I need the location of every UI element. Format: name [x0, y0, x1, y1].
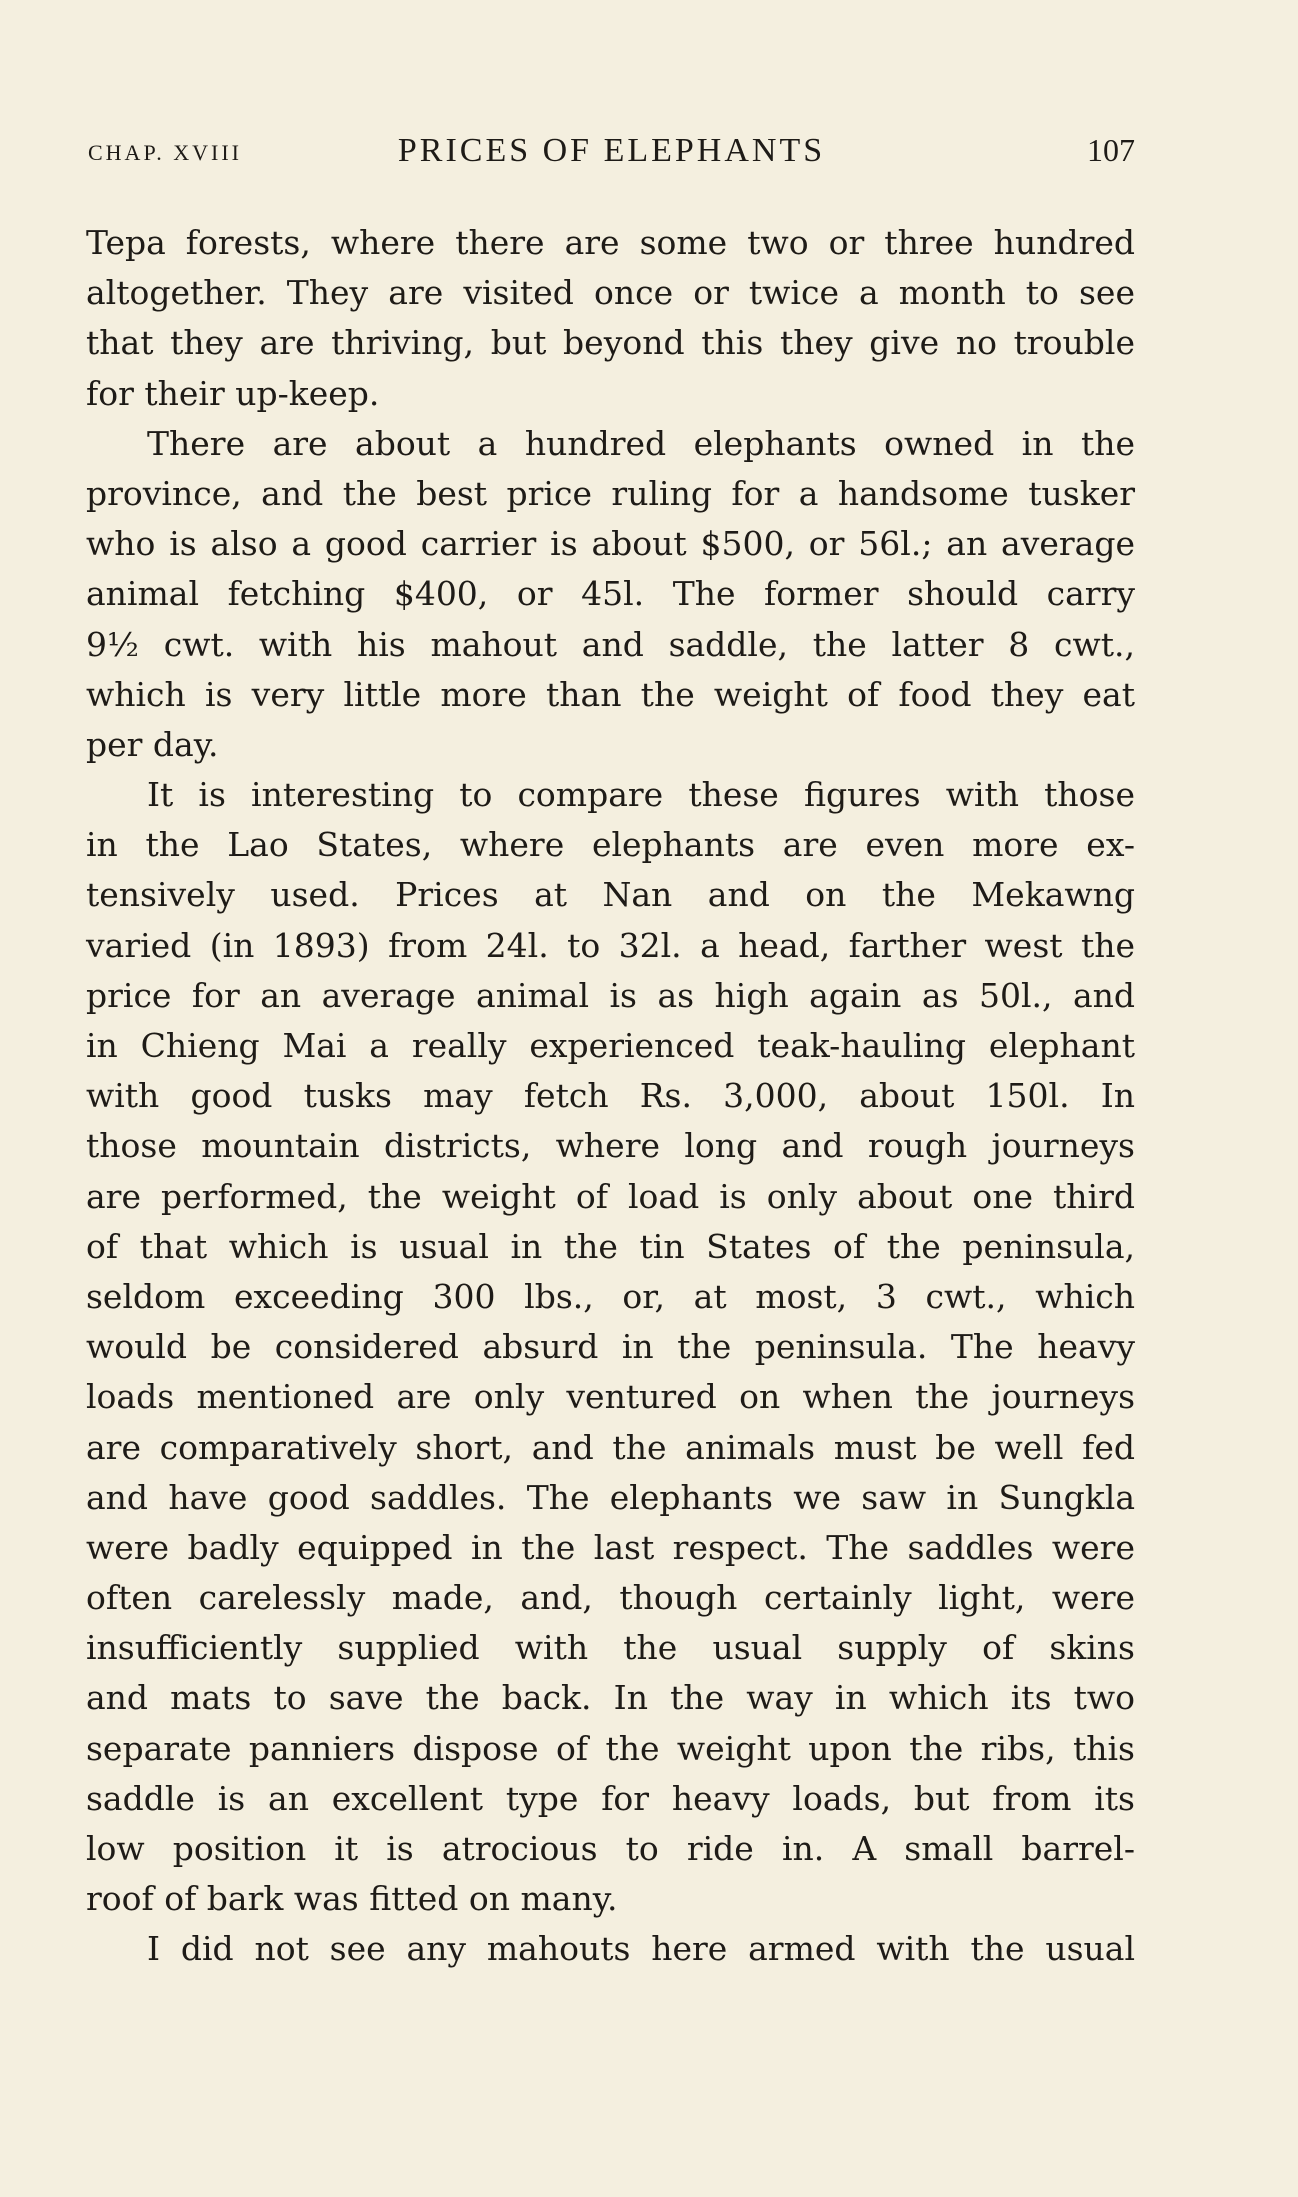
text-line: were badly equipped in the last respect. The saddles were: [86, 1527, 1135, 1567]
text-line: low position it is atrocious to ride in. A small barrel-: [86, 1829, 1135, 1868]
text-line: altogether. They are visited once or twice a month to see: [86, 273, 1135, 313]
text-line: that they are thriving, but beyond this they give no trouble: [86, 323, 1135, 363]
text-line: and mats to save the back. In the way in which its two: [86, 1678, 1135, 1718]
text-line: price for an average animal is as high again as 50l., and: [86, 975, 1135, 1015]
text-line: and have good saddles. The elephants we saw in Sungkla: [86, 1477, 1135, 1517]
text-line: roof of bark was fitted on many.: [86, 1879, 618, 1919]
text-line: in Chieng Mai a really experienced teak-hauling elephant: [86, 1026, 1135, 1065]
running-header: [88, 128, 1135, 178]
body-text: [86, 218, 1135, 1975]
page-title: PRICES OF ELEPHANTS: [397, 132, 826, 169]
text-line: animal fetching $400, or 45l. The former should carry: [86, 574, 1135, 614]
text-line: who is also a good carrier is about $500, or 56l.; an average: [86, 524, 1135, 564]
text-line: of that which is usual in the tin States of the peninsula,: [86, 1226, 1135, 1266]
text-line: are comparatively short, and the animals must be well fed: [86, 1427, 1135, 1467]
text-line: loads mentioned are only ventured on when the journeys: [86, 1377, 1135, 1417]
text-line: with good tusks may fetch Rs. 3,000, about 150l. In: [86, 1076, 1135, 1116]
text-line: in the Lao States, where elephants are even more ex-: [86, 825, 1135, 865]
text-line: province, and the best price ruling for a handsome tusker: [86, 473, 1135, 513]
text-line: for their up-keep.: [86, 373, 380, 413]
text-line: are performed, the weight of load is only about one third: [86, 1176, 1135, 1216]
paragraph-start-line: I did not see any mahouts here armed with the usual: [147, 1929, 1135, 1969]
text-line: varied (in 1893) from 24l. to 32l. a head, farther west the: [86, 925, 1135, 965]
chapter-label: CHAP. XVIII: [88, 140, 242, 165]
paragraph-start-line: It is interesting to compare these figures with those: [147, 775, 1135, 815]
text-line: would be considered absurd in the peninsula. The heavy: [86, 1327, 1135, 1367]
text-line: separate panniers dispose of the weight upon the ribs, this: [86, 1728, 1135, 1768]
page-number: 107: [1087, 132, 1135, 168]
text-line: those mountain districts, where long and rough journeys: [86, 1126, 1135, 1166]
text-line: seldom exceeding 300 lbs., or, at most, 3 cwt., which: [86, 1276, 1135, 1316]
text-line: saddle is an excellent type for heavy loads, but from its: [86, 1778, 1135, 1818]
text-line: which is very little more than the weight of food they eat: [86, 674, 1135, 714]
text-line: 9½ cwt. with his mahout and saddle, the latter 8 cwt.,: [86, 624, 1135, 664]
text-line: Tepa forests, where there are some two or three hundred: [86, 223, 1135, 262]
paragraph-start-line: There are about a hundred elephants owned in the: [147, 423, 1135, 463]
text-line: often carelessly made, and, though certainly light, were: [86, 1578, 1135, 1618]
text-line: insufficiently supplied with the usual supply of skins: [86, 1628, 1135, 1668]
text-line: per day.: [86, 724, 219, 764]
text-line: tensively used. Prices at Nan and on the Mekawng: [86, 875, 1135, 915]
